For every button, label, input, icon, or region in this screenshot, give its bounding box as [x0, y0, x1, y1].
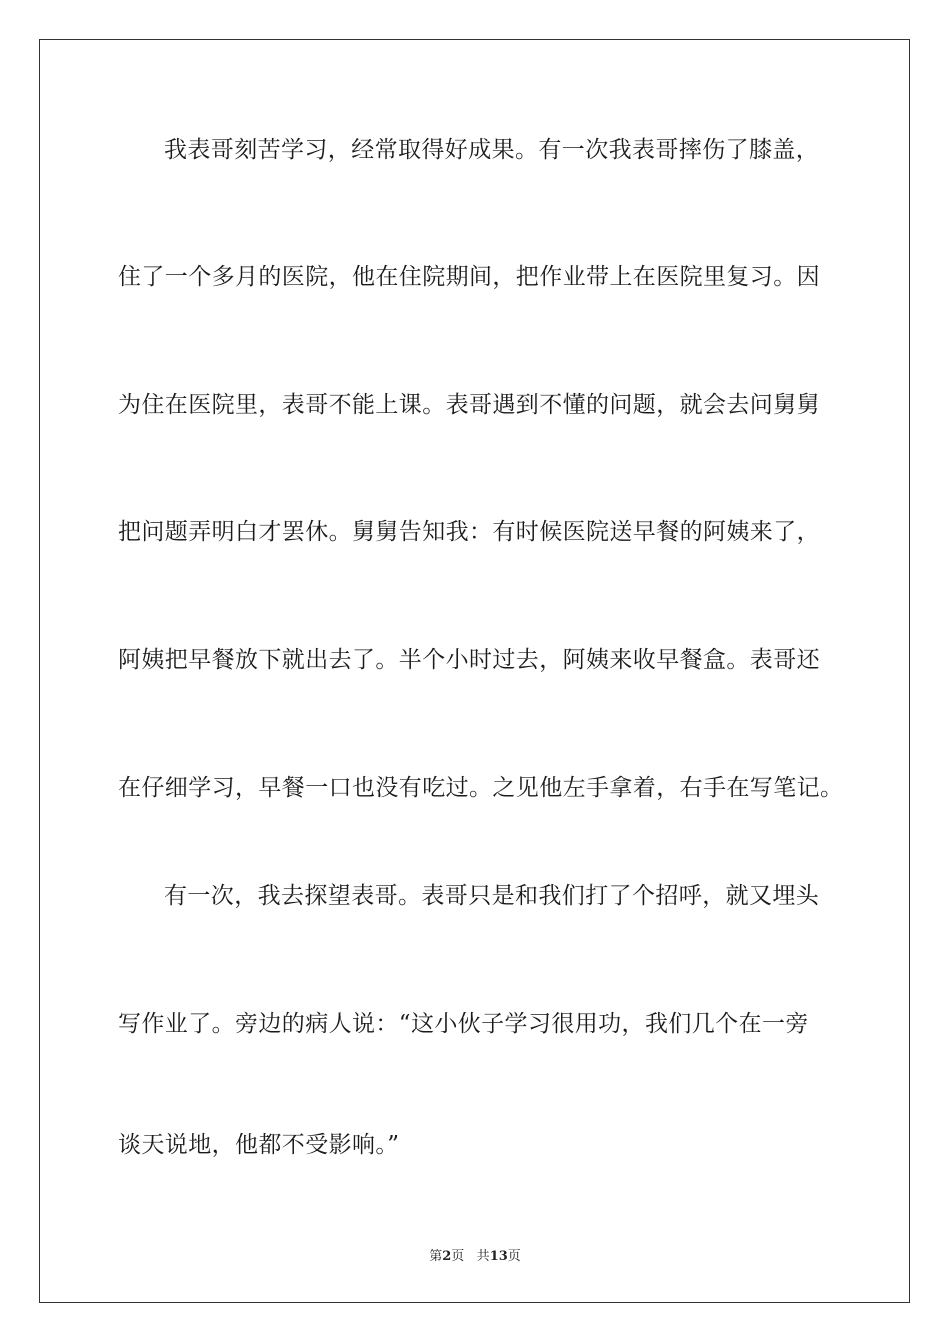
paragraph-line: 阿姨把早餐放下就出去了。半个小时过去，阿姨来收早餐盒。表哥还 — [118, 647, 820, 673]
page-number: 2 — [442, 1249, 452, 1264]
paragraph-line: 谈天说地，他都不受影响。” — [118, 1132, 400, 1158]
paragraph-line: 写作业了。旁边的病人说：“这小伙子学习很用功，我们几个在一旁 — [118, 1011, 809, 1037]
page-footer — [0, 1248, 950, 1266]
paragraph-line: 在仔细学习，早餐一口也没有吃过。之见他左手拿着，右手在写笔记。 — [118, 775, 844, 801]
page-suffix: 页 — [451, 1249, 465, 1264]
total-prefix: 共 — [476, 1249, 490, 1264]
total-pages: 13 — [489, 1249, 508, 1264]
total-suffix: 页 — [507, 1249, 521, 1264]
paragraph-line: 我表哥刻苦学习，经常取得好成果。有一次我表哥摔伤了膝盖， — [164, 137, 820, 163]
paragraph-line: 有一次，我去探望表哥。表哥只是和我们打了个招呼，就又埋头 — [164, 883, 820, 909]
paragraph-line: 把问题弄明白才罢休。舅舅告知我：有时候医院送早餐的阿姨来了， — [118, 519, 820, 545]
paragraph-line: 为住在医院里，表哥不能上课。表哥遇到不懂的问题，就会去问舅舅 — [118, 392, 820, 418]
page-prefix: 第 — [429, 1249, 443, 1264]
paragraph-line: 住了一个多月的医院，他在住院期间，把作业带上在医院里复习。因 — [118, 264, 820, 290]
